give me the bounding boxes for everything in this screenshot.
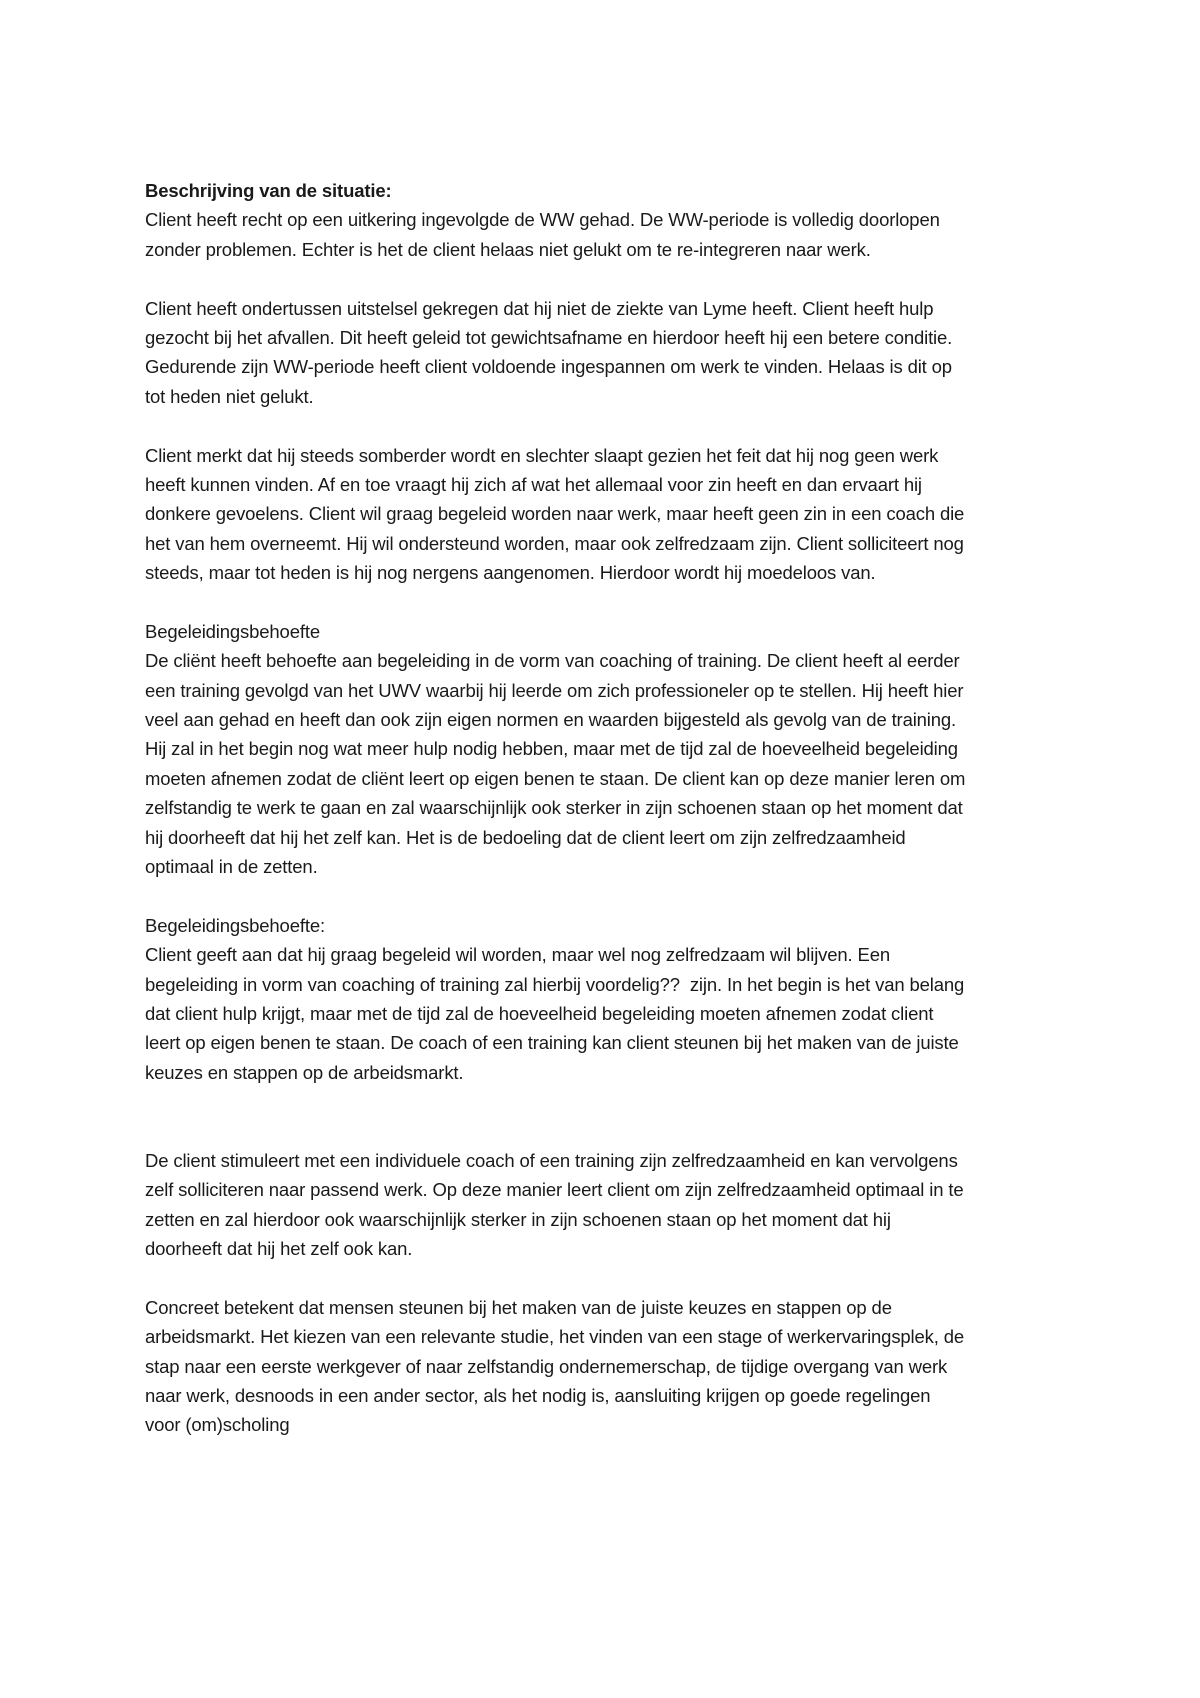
- text-line: moeten afnemen zodat de cliënt leert op eigen benen te staan. De client kan op deze manier leren om: [145, 767, 966, 789]
- paragraph-spacer: [145, 1087, 1065, 1146]
- text-line: Client merkt dat hij steeds somberder wordt en slechter slaapt gezien het feit dat hij nog geen werk: [145, 444, 939, 466]
- text-line: Client heeft ondertussen uitstelsel gekregen dat hij niet de ziekte van Lyme heeft. Client heeft hulp: [145, 297, 934, 319]
- paragraph-spacer: [145, 1263, 1065, 1292]
- paragraph-situation: [145, 205, 1065, 264]
- text-line: Hij zal in het begin nog wat meer hulp nodig hebben, maar met de tijd zal de hoeveelheid begeleiding: [145, 738, 958, 760]
- text-line: Concreet betekent dat mensen steunen bij het maken van de juiste keuzes en stappen op de: [145, 1296, 892, 1318]
- text-line: optimaal in de zetten.: [145, 855, 318, 877]
- paragraph-needs: [145, 617, 1065, 882]
- text-line: leert op eigen benen te staan. De coach of een training kan client steunen bij het maken van de juiste: [145, 1032, 959, 1054]
- paragraph-spacer: [145, 881, 1065, 910]
- text-line: een training gevolgd van het UWV waarbij hij leerde om zich professioneler op te stellen. Hij heeft hier: [145, 679, 964, 701]
- text-line: zelfstandig te werk te gaan en zal waarschijnlijk ook sterker in zijn schoenen staan op het moment dat: [145, 797, 963, 819]
- paragraph-spacer: [145, 587, 1065, 616]
- section-title: Begeleidingsbehoefte: [145, 620, 320, 642]
- document-page: [145, 176, 1065, 1440]
- text-line: zonder problemen. Echter is het de client helaas niet gelukt om te re-integreren naar werk.: [145, 238, 871, 260]
- text-line: De client stimuleert met een individuele coach of een training zijn zelfredzaamheid en kan vervolgens: [145, 1149, 958, 1171]
- text-line: dat client hulp krijgt, maar met de tijd zal de hoeveelheid begeleiding moeten afnemen zodat client: [145, 1002, 934, 1024]
- text-line: naar werk, desnoods in een ander sector, als het nodig is, aansluiting krijgen op goede regelingen: [145, 1385, 931, 1407]
- text-line: voor (om)scholing: [145, 1414, 290, 1436]
- text-line: donkere gevoelens. Client wil graag begeleid worden naar werk, maar heeft geen zin in een coach die: [145, 503, 965, 525]
- document-heading: Beschrijving van de situatie:: [145, 180, 392, 201]
- text-line: veel aan gehad en heeft dan ook zijn eigen normen en waarden bijgesteld als gevolg van de training.: [145, 709, 957, 731]
- paragraph-mood: [145, 441, 1065, 588]
- paragraph-spacer: [145, 264, 1065, 293]
- text-line: steeds, maar tot heden is hij nog nergens aangenomen. Hierdoor wordt hij moedeloos van.: [145, 562, 876, 584]
- paragraph-needs-2: [145, 911, 1065, 1087]
- paragraph-coaching: [145, 1146, 1065, 1264]
- text-line: De cliënt heeft behoefte aan begeleiding in de vorm van coaching of training. De client heeft al eerder: [145, 650, 960, 672]
- text-line: zelf solliciteren naar passend werk. Op deze manier leert client om zijn zelfredzaamheid optimaal in te: [145, 1179, 964, 1201]
- text-line: stap naar een eerste werkgever of naar zelfstandig ondernemerschap, de tijdige overgang van werk: [145, 1355, 948, 1377]
- text-line: Client heeft recht op een uitkering ingevolgde de WW gehad. De WW-periode is volledig doorlopen: [145, 209, 940, 231]
- text-line: tot heden niet gelukt.: [145, 385, 314, 407]
- paragraph-concrete: [145, 1293, 1065, 1440]
- text-line: keuzes en stappen op de arbeidsmarkt.: [145, 1061, 464, 1083]
- text-line: het van hem overneemt. Hij wil ondersteund worden, maar ook zelfredzaam zijn. Client solliciteert nog: [145, 532, 964, 554]
- text-line: zetten en zal hierdoor ook waarschijnlijk sterker in zijn schoenen staan op het moment dat hij: [145, 1208, 891, 1230]
- text-line: Client geeft aan dat hij graag begeleid wil worden, maar wel nog zelfredzaam wil blijven. Een: [145, 944, 890, 966]
- section-title: Begeleidingsbehoefte:: [145, 914, 325, 936]
- text-line: gezocht bij het afvallen. Dit heeft geleid tot gewichtsafname en hierdoor heeft hij een betere conditie.: [145, 326, 953, 348]
- text-line: doorheeft dat hij het zelf ook kan.: [145, 1238, 413, 1260]
- text-line: Gedurende zijn WW-periode heeft client voldoende ingespannen om werk te vinden. Helaas is dit op: [145, 356, 952, 378]
- paragraph-health: [145, 294, 1065, 412]
- text-line: hij doorheeft dat hij het zelf kan. Het is de bedoeling dat de client leert om zijn zelfredzaamheid: [145, 826, 906, 848]
- paragraph-spacer: [145, 411, 1065, 440]
- text-line: begeleiding in vorm van coaching of training zal hierbij voordelig?? zijn. In het begin is het van belang: [145, 973, 965, 995]
- text-line: arbeidsmarkt. Het kiezen van een relevante studie, het vinden van een stage of werkervaringsplek, de: [145, 1326, 965, 1348]
- text-line: heeft kunnen vinden. Af en toe vraagt hij zich af wat het allemaal voor zin heeft en dan ervaart hij: [145, 473, 922, 495]
